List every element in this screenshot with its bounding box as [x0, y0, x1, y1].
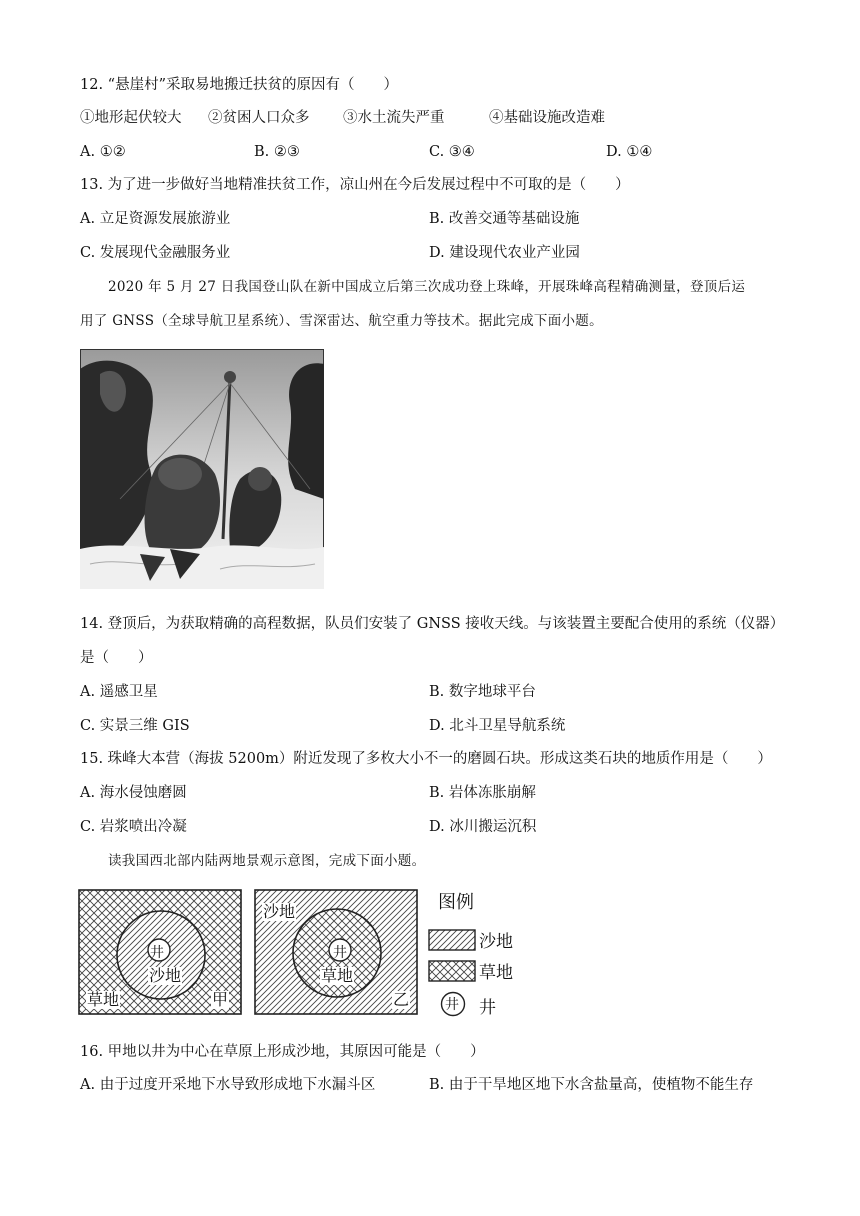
map-jia-well: 井	[150, 945, 164, 961]
map-jia-name: 甲	[212, 990, 229, 1009]
q16-option-a: A. 由于过度开采地下水导致形成地下水漏斗区	[80, 1077, 376, 1093]
q14-stem-line2: 是（ ）	[80, 650, 153, 666]
passage2-text: 读我国西北部内陆两地景观示意图，完成下面小题。	[108, 853, 426, 869]
legend-title: 图例	[438, 892, 474, 913]
q14-option-d: D. 北斗卫星导航系统	[429, 718, 566, 734]
map-yi-well: 井	[333, 945, 347, 961]
q16-stem: 16. 甲地以井为中心在草原上形成沙地，其原因可能是（ ）	[80, 1044, 485, 1060]
q16-option-b: B. 由于干旱地区地下水含盐量高，使植物不能生存	[429, 1077, 754, 1093]
legend-sand-label: 沙地	[479, 932, 513, 952]
q14-option-a: A. 遥感卫星	[80, 684, 158, 700]
q15-option-a: A. 海水侵蚀磨圆	[80, 785, 187, 801]
q12-item-2: ②贫困人口众多	[208, 110, 310, 126]
legend-well-symbol-char: 井	[445, 997, 459, 1013]
passage1-line1: 2020 年 5 月 27 日我国登山队在新中国成立后第三次成功登上珠峰，开展珠峰高程精确测量，登顶后运	[108, 279, 746, 295]
q15-option-c: C. 岩浆喷出冷凝	[80, 819, 187, 835]
q12-option-c: C. ③④	[429, 144, 475, 160]
legend-grass-label: 草地	[479, 963, 513, 983]
q12-option-a: A. ①②	[80, 144, 126, 160]
q15-option-d: D. 冰川搬运沉积	[429, 819, 537, 835]
q14-option-b: B. 数字地球平台	[429, 684, 536, 700]
q15-stem: 15. 珠峰大本营（海拔 5200m）附近发现了多枚大小不一的磨圆石块。形成这类石块的地质作用是（ ）	[80, 751, 772, 767]
legend-grass-swatch	[428, 960, 476, 982]
q13-option-b: B. 改善交通等基础设施	[429, 211, 580, 227]
q12-option-b: B. ②③	[254, 144, 300, 160]
q13-stem: 13. 为了进一步做好当地精准扶贫工作，凉山州在今后发展过程中不可取的是（ ）	[80, 177, 630, 193]
q14-option-c: C. 实景三维 GIS	[80, 718, 190, 734]
q12-item-4: ④基础设施改造难	[489, 110, 605, 126]
q13-option-a: A. 立足资源发展旅游业	[80, 211, 231, 227]
map-jia-inner-label: 沙地	[149, 966, 182, 985]
map-yi-outer-label: 沙地	[263, 902, 296, 921]
q12-item-3: ③水土流失严重	[343, 110, 445, 126]
legend-well-label: 井	[479, 998, 496, 1018]
summit-photo	[80, 349, 324, 589]
map-yi-name: 乙	[393, 990, 410, 1009]
map-jia-outer-label: 草地	[87, 990, 120, 1009]
q13-option-c: C. 发展现代金融服务业	[80, 245, 231, 261]
map-yi-inner-label: 草地	[321, 966, 354, 985]
q12-stem: 12. “悬崖村”采取易地搬迁扶贫的原因有（ ）	[80, 77, 398, 93]
q13-option-d: D. 建设现代农业产业园	[429, 245, 580, 261]
q14-stem-line1: 14. 登顶后，为获取精确的高程数据，队员们安装了 GNSS 接收天线。与该装置主要配合使用的系统（仪器）	[80, 616, 785, 632]
legend-sand-swatch	[428, 929, 476, 951]
passage1-line2: 用了 GNSS（全球导航卫星系统）、雪深雷达、航空重力等技术。据此完成下面小题。	[80, 313, 603, 329]
q12-item-1: ①地形起伏较大	[80, 110, 182, 126]
q15-option-b: B. 岩体冻胀崩解	[429, 785, 536, 801]
q12-option-d: D. ①④	[606, 144, 653, 160]
